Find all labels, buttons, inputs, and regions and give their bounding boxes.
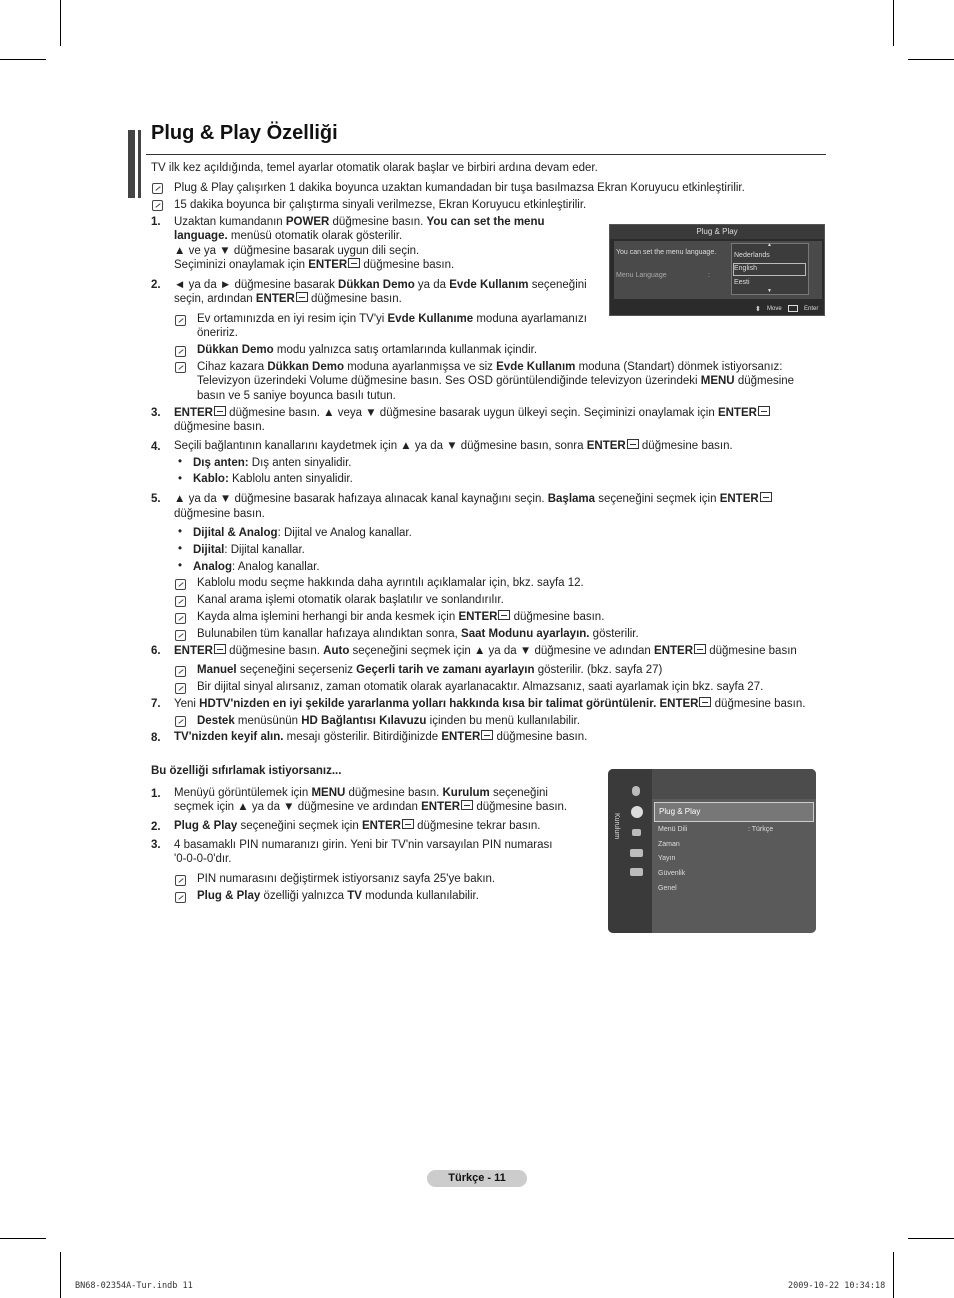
bullet: • bbox=[178, 543, 183, 555]
enter-icon bbox=[214, 406, 226, 416]
input-icon[interactable] bbox=[630, 849, 643, 857]
crop-mark bbox=[60, 1252, 61, 1298]
note-icon bbox=[152, 200, 163, 211]
note-text: Bir dijital sinyal alırsanız, zaman otomatik olarak ayarlanacaktır. Almazsanız, saati ayarlamak için bkz. sayfa 27. bbox=[197, 681, 764, 693]
osd-option-selected[interactable]: English bbox=[734, 265, 757, 272]
title-bar-decoration bbox=[138, 130, 141, 198]
note-icon bbox=[175, 613, 186, 624]
note-icon bbox=[175, 579, 186, 590]
osd-option[interactable]: Eesti bbox=[734, 279, 750, 286]
osd-menu-item[interactable]: Yayın bbox=[658, 855, 676, 862]
osd-prompt: You can set the menu language. bbox=[616, 249, 717, 256]
osd-menu-item[interactable]: Güvenlik bbox=[658, 870, 686, 877]
step-text: Yeni HDTV'nizden en iyi şekilde yararlanma yolları hakkında kısa bir talimat görüntülenir. ENTER düğmesine basın. bbox=[174, 698, 806, 710]
osd-enter-label: Enter bbox=[804, 306, 819, 312]
bullet-text: Dijital: Dijital kanallar. bbox=[193, 544, 305, 556]
step-text: düğmesine basın. bbox=[174, 508, 265, 520]
enter-icon bbox=[760, 492, 772, 502]
step-number: 1. bbox=[151, 216, 161, 228]
file-info: BN68-02354A-Tur.indb 11 bbox=[75, 1281, 193, 1291]
step-text: 4 basamaklı PIN numaranızı girin. Yeni bir TV'nin varsayılan PIN numarası bbox=[174, 839, 553, 851]
support-icon[interactable] bbox=[630, 868, 643, 876]
step-number: 8. bbox=[151, 732, 161, 744]
step-text: Uzaktan kumandanın POWER düğmesine basın. You can set the menu bbox=[174, 216, 545, 228]
step-text: '0-0-0-0'dır. bbox=[174, 853, 232, 865]
reset-heading: Bu özelliği sıfırlamak istiyorsanız... bbox=[151, 765, 342, 777]
note-icon bbox=[175, 683, 186, 694]
step-text: Plug & Play seçeneğini seçmek için ENTER düğmesine tekrar basın. bbox=[174, 820, 541, 832]
note-text: Kanal arama işlemi otomatik olarak başlatılır ve sonlandırılır. bbox=[197, 594, 504, 606]
enter-icon bbox=[694, 644, 706, 654]
step-text: ENTER düğmesine basın. Auto seçeneğini seçmek için ▲ ya da ▼ düğmesine ve adından ENTER düğmesine basın bbox=[174, 645, 797, 657]
note-icon bbox=[175, 596, 186, 607]
enter-icon bbox=[627, 439, 639, 449]
step-text: ENTER düğmesine basın. ▲ veya ▼ düğmesine basarak uygun ülkeyi seçin. Seçiminizi onaylamak için ENTER bbox=[174, 406, 770, 421]
bullet-text: Kablo: Kablolu anten sinyalidir. bbox=[193, 473, 353, 485]
osd-menu-item[interactable]: Genel bbox=[658, 885, 677, 892]
note-icon bbox=[175, 716, 186, 727]
note-text: PIN numarasını değiştirmek istiyorsanız sayfa 25'ye bakın. bbox=[197, 873, 496, 885]
move-icon: ⬍ bbox=[755, 306, 761, 313]
page-number-badge: Türkçe - 11 bbox=[427, 1170, 527, 1187]
crop-mark bbox=[60, 0, 61, 46]
step-number: 3. bbox=[151, 839, 161, 851]
note-text: Plug & Play özelliği yalnızca TV modunda kullanılabilir. bbox=[197, 890, 479, 902]
step-number: 4. bbox=[151, 441, 161, 453]
step-number: 5. bbox=[151, 493, 161, 505]
step-text: ◄ ya da ► düğmesine basarak Dükkan Demo ya da Evde Kullanım seçeneğini bbox=[174, 279, 587, 291]
osd-move-label: Move bbox=[767, 306, 782, 312]
step-text: ▲ ya da ▼ düğmesine basarak hafızaya alınacak kanal kaynağını seçin. Başlama seçeneğini seçmek için ENTER bbox=[174, 492, 772, 507]
note-icon bbox=[175, 315, 186, 326]
osd-menu-value: : Türkçe bbox=[748, 826, 774, 833]
bullet-text: Analog: Analog kanallar. bbox=[193, 561, 320, 573]
crop-mark bbox=[893, 1252, 894, 1298]
enter-icon bbox=[481, 730, 493, 740]
print-timestamp: 2009-10-22 10:34:18 bbox=[788, 1281, 886, 1291]
note-text: Kayda alma işlemini herhangi bir anda kesmek için ENTER düğmesine basın. bbox=[197, 611, 605, 623]
step-number: 7. bbox=[151, 698, 161, 710]
osd-setup-menu bbox=[608, 769, 816, 933]
step-text: seçin, ardından ENTER düğmesine basın. bbox=[174, 293, 402, 305]
crop-mark bbox=[908, 59, 954, 60]
crop-mark bbox=[0, 59, 46, 60]
note-text: 15 dakika boyunca bir çalıştırma sinyali verilmezse, Ekran Koruyucu etkinleştirilir. bbox=[174, 199, 587, 211]
enter-icon bbox=[296, 292, 308, 302]
sound-icon[interactable] bbox=[632, 829, 641, 836]
note-icon bbox=[175, 666, 186, 677]
title-bar-decoration bbox=[128, 130, 135, 198]
note-text: Manuel seçeneğini seçerseniz Geçerli tarih ve zamanı ayarlayın gösterilir. (bkz. sayfa 27) bbox=[197, 664, 663, 676]
note-icon bbox=[152, 183, 163, 194]
step-text: TV'nizden keyif alın. mesajı gösterilir. Bitirdiğinizde ENTER düğmesine basın. bbox=[174, 731, 588, 743]
osd-header: Plug & Play bbox=[610, 225, 824, 239]
note-text: Plug & Play çalışırken 1 dakika boyunca uzaktan kumandadan bir tuşa basılmazsa Ekran Koruyucu etkinleştirilir. bbox=[174, 182, 745, 194]
note-text: Televizyon üzerindeki Volume düğmesine basın. Ses OSD görüntülendiğinde televizyon üzerindeki MENU düğmesine bbox=[197, 375, 795, 387]
osd-menu-item-selected[interactable]: Plug & Play bbox=[659, 807, 701, 816]
note-icon bbox=[175, 630, 186, 641]
enter-icon bbox=[214, 644, 226, 654]
osd-side-label: Kurulum bbox=[613, 813, 620, 840]
page-title: Plug & Play Özelliği bbox=[151, 122, 338, 144]
step-text: düğmesine basın. bbox=[174, 421, 265, 433]
enter-icon bbox=[402, 819, 414, 829]
intro-text: TV ilk kez açıldığında, temel ayarlar otomatik olarak başlar ve birbiri ardına devam eder. bbox=[151, 162, 598, 174]
osd-option[interactable]: Nederlands bbox=[734, 252, 770, 259]
bullet: • bbox=[178, 560, 183, 572]
step-text: Seçili bağlantının kanallarını kaydetmek için ▲ ya da ▼ düğmesine basın, sonra ENTER düğmesine basın. bbox=[174, 440, 733, 452]
enter-icon bbox=[788, 305, 798, 312]
step-number: 3. bbox=[151, 407, 161, 419]
step-number: 2. bbox=[151, 821, 161, 833]
step-text: seçmek için ▲ ya da ▼ düğmesine ve ardından ENTER düğmesine basın. bbox=[174, 801, 568, 813]
osd-menu-item[interactable]: Menü Dili bbox=[658, 826, 688, 833]
note-text: Cihaz kazara Dükkan Demo moduna ayarlanmışsa ve siz Evde Kullanım moduna (Standart) dönmek istiyorsanız: bbox=[197, 361, 783, 373]
note-text: Dükkan Demo modu yalnızca satış ortamlarında kullanmak içindir. bbox=[197, 344, 538, 356]
note-icon bbox=[175, 362, 186, 373]
note-icon bbox=[175, 892, 186, 903]
bullet: • bbox=[178, 456, 183, 468]
osd-colon: : bbox=[708, 272, 710, 279]
bullet: • bbox=[178, 473, 183, 485]
step-number: 6. bbox=[151, 645, 161, 657]
bullet-text: Dijital & Analog: Dijital ve Analog kanallar. bbox=[193, 527, 412, 539]
note-text: basın ve 5 saniye boyunca basılı tutun. bbox=[197, 390, 396, 402]
osd-up-arrow-icon: ▲ bbox=[767, 242, 772, 248]
bullet: • bbox=[178, 526, 183, 538]
note-text: öneririz. bbox=[197, 327, 238, 339]
note-icon bbox=[175, 875, 186, 886]
crop-mark bbox=[908, 1238, 954, 1239]
enter-icon bbox=[758, 406, 770, 416]
note-text: Destek menüsünün HD Bağlantısı Kılavuzu içinden bu menü kullanılabilir. bbox=[197, 715, 580, 727]
step-number: 2. bbox=[151, 279, 161, 291]
enter-icon bbox=[498, 610, 510, 620]
note-text: Bulunabilen tüm kanallar hafızaya alındıktan sonra, Saat Modunu ayarlayın. gösterilir. bbox=[197, 628, 639, 640]
osd-top-band bbox=[652, 769, 816, 799]
step-text: language. menüsü otomatik olarak gösterilir. bbox=[174, 230, 403, 242]
crop-mark bbox=[893, 0, 894, 46]
osd-down-arrow-icon: ▼ bbox=[767, 288, 772, 294]
step-text: ▲ ve ya ▼ düğmesine basarak uygun dili seçin. bbox=[174, 245, 420, 257]
step-number: 1. bbox=[151, 788, 161, 800]
note-text: Ev ortamınızda en iyi resim için TV'yi Evde Kullanıme moduna ayarlamanızı bbox=[197, 313, 587, 325]
crop-mark bbox=[0, 1238, 46, 1239]
osd-field-label: Menu Language bbox=[616, 272, 667, 279]
enter-icon bbox=[461, 800, 473, 810]
picture-icon[interactable] bbox=[632, 786, 640, 796]
note-icon bbox=[175, 346, 186, 357]
step-text: Seçiminizi onaylamak için ENTER düğmesine basın. bbox=[174, 259, 455, 271]
step-text: Menüyü görüntülemek için MENU düğmesine basın. Kurulum seçeneğini bbox=[174, 787, 548, 799]
setup-gear-icon[interactable] bbox=[631, 806, 643, 818]
enter-icon bbox=[699, 697, 711, 707]
osd-menu-item[interactable]: Zaman bbox=[658, 841, 680, 848]
title-rule bbox=[146, 154, 826, 155]
note-text: Kablolu modu seçme hakkında daha ayrıntılı açıklamalar için, bkz. sayfa 12. bbox=[197, 577, 584, 589]
bullet-text: Dış anten: Dış anten sinyalidir. bbox=[193, 457, 352, 469]
osd-plug-and-play bbox=[609, 224, 825, 316]
enter-icon bbox=[348, 258, 360, 268]
